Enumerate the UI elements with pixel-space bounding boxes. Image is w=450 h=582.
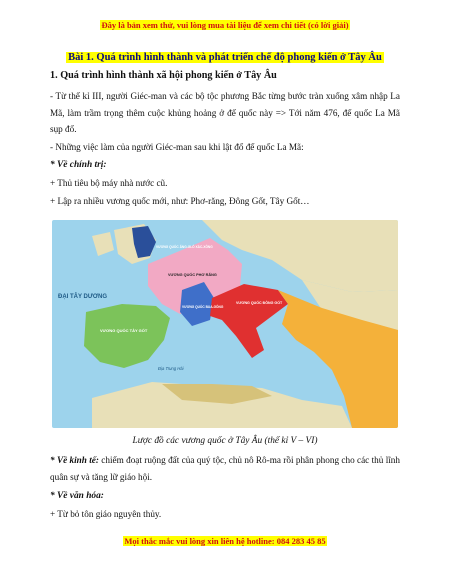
economy-text: chiếm đoạt ruộng đất của quý tộc, chủ nô Rô-ma rồi phân phong cho các thủ lĩnh quân sự và tăng lữ giáo hội. [50, 455, 400, 482]
label-ostrogoth: VƯƠNG QUỐC ĐÔNG GỐT [236, 301, 283, 305]
economy-label: * Về kinh tế: [50, 455, 99, 465]
lesson-title [0, 52, 450, 63]
kingdoms-map [52, 220, 398, 428]
top-notice-text: Đây là bản xem thử, vui lòng mua tài liệu để xem chi tiết (có lời giải) [101, 20, 349, 30]
label-burgundy: VƯƠNG QUỐC BUA-GÔNG [182, 305, 224, 309]
label-frank: VƯƠNG QUỐC PHƠ RĂNG [168, 273, 217, 277]
bottom-contact-notice [0, 536, 450, 546]
bottom-notice-text: Mọi thắc mắc vui lòng xin liên hệ hotline: 084 283 45 85 [124, 536, 326, 546]
label-ocean: ĐẠI TÂY DƯƠNG [58, 294, 107, 300]
economy-paragraph [50, 452, 400, 485]
map-caption: Lược đồ các vương quốc ở Tây Âu (thế kỉ V – VI) [132, 436, 318, 446]
map-svg [52, 220, 398, 428]
changes-intro: - Những việc làm của người Giéc-man sau khi lật đổ đế quốc La Mã: [50, 142, 304, 152]
culture-heading: * Về văn hóa: [50, 491, 104, 501]
culture-item-1: + Từ bỏ tôn giáo nguyên thủy. [50, 509, 162, 519]
section-1-heading: 1. Quá trình hình thành xã hội phong kiến ở Tây Âu [50, 70, 277, 81]
label-anglo: VƯƠNG QUỐC ĂNG-GLÔ XẮC-XÔNG [156, 245, 213, 249]
politics-heading: * Về chính trị: [50, 160, 107, 170]
politics-item-2: + Lập ra nhiều vương quốc mới, như: Phơ-răng, Đông Gốt, Tây Gốt… [50, 196, 310, 206]
top-preview-notice [0, 20, 450, 30]
intro-paragraph: - Từ thế kỉ III, người Giéc-man và các bộ tộc phương Bắc từng bước tràn xuống xâm nhập La Mã, làm trầm trọng thêm cuộc khủng hoảng ở đế quốc này => Tới năm 476, đế quốc La Mã sụp đổ. [50, 91, 400, 134]
label-visigoth: VƯƠNG QUỐC TÂY GỐT [100, 328, 148, 333]
lesson-title-text: Bài 1. Quá trình hình thành và phát triển chế độ phong kiến ở Tây Âu [68, 52, 382, 63]
politics-item-1: + Thủ tiêu bộ máy nhà nước cũ. [50, 178, 168, 188]
label-sea: Địa Trung Hải [158, 366, 184, 371]
